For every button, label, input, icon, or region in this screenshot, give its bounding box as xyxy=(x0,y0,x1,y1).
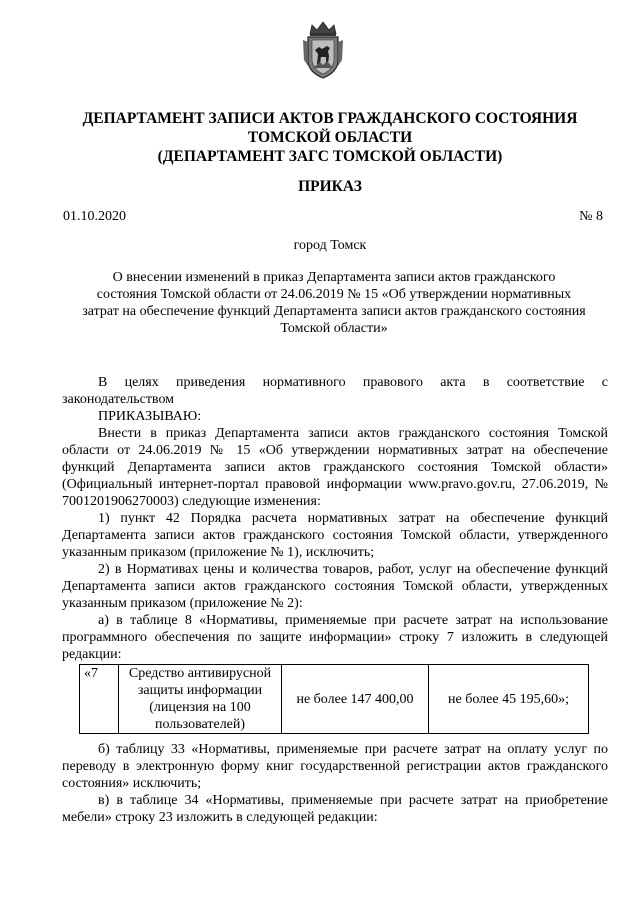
order-directive: ПРИКАЗЫВАЮ: xyxy=(98,409,202,424)
order-number: № 8 xyxy=(579,209,603,224)
tomsk-coat-of-arms-icon xyxy=(300,20,346,80)
amendment-table xyxy=(79,664,589,734)
order-subject xyxy=(62,269,606,337)
order-body-continued xyxy=(62,741,608,826)
table-cell-number: «7 xyxy=(80,665,119,734)
subject-line: О внесении изменений в приказ Департамента записи актов гражданского xyxy=(112,270,556,285)
subject-line: Томской области» xyxy=(280,321,388,336)
department-title xyxy=(60,109,600,166)
table-cell-price: не более 147 400,00 xyxy=(282,665,429,734)
body-paragraph: б) таблицу 33 «Нормативы, применяемые при расчете затрат на оплату услуг по переводу в электронную форму книг государственной регистрации актов гражданского состояния» исключить; xyxy=(62,742,608,791)
body-paragraph: В целях приведения нормативного правового акта в соответствие с законодательством xyxy=(62,375,608,407)
order-city: город Томск xyxy=(293,238,367,253)
department-title-line: (ДЕПАРТАМЕНТ ЗАГС ТОМСКОЙ ОБЛАСТИ) xyxy=(157,148,503,165)
body-paragraph: 1) пункт 42 Порядка расчета нормативных затрат на обеспечение функций Департамента записи актов гражданского состояния Томской области, утвержденного указанным приказом (приложение № 1), исключить; xyxy=(62,511,608,560)
department-title-line: ДЕПАРТАМЕНТ ЗАПИСИ АКТОВ ГРАЖДАНСКОГО СОСТОЯНИЯ xyxy=(82,110,578,127)
department-title-line: ТОМСКОЙ ОБЛАСТИ xyxy=(247,129,413,146)
body-paragraph: Внести в приказ Департамента записи актов гражданского состояния Томской области от 24.06.2019 № 15 «Об утверждении нормативных затрат на обеспечение функций Департамента записи актов гражданского состояния Томской области» (Официальный интернет-портал правовой информации www.pravo.gov.ru, 27.06.2019, № 7001201906270003) следующие изменения: xyxy=(62,426,608,509)
order-body xyxy=(62,374,608,663)
body-paragraph: 2) в Нормативах цены и количества товаров, работ, услуг на обеспечение функций Департамента записи актов гражданского состояния Томской области, утвержденных указанным приказом (приложение № 2): xyxy=(62,562,608,611)
table-cell-price: не более 45 195,60»; xyxy=(429,665,589,734)
subject-line: затрат на обеспечение функций Департамента записи актов гражданского состояния xyxy=(82,304,586,319)
body-paragraph: в) в таблице 34 «Нормативы, применяемые при расчете затрат на приобретение мебели» строку 23 изложить в следующей редакции: xyxy=(62,793,608,825)
document-type: ПРИКАЗ xyxy=(298,178,362,195)
subject-line: состояния Томской области от 24.06.2019 № 15 «Об утверждении нормативных xyxy=(96,287,572,302)
body-paragraph: а) в таблице 8 «Нормативы, применяемые при расчете затрат на использование программного обеспечения по защите информации» строку 7 изложить в следующей редакции: xyxy=(62,613,608,662)
table-cell-name: Средство антивирусной защиты информации (лицензия на 100 пользователей) xyxy=(119,665,282,734)
table-row xyxy=(80,665,589,734)
order-date: 01.10.2020 xyxy=(63,209,126,224)
